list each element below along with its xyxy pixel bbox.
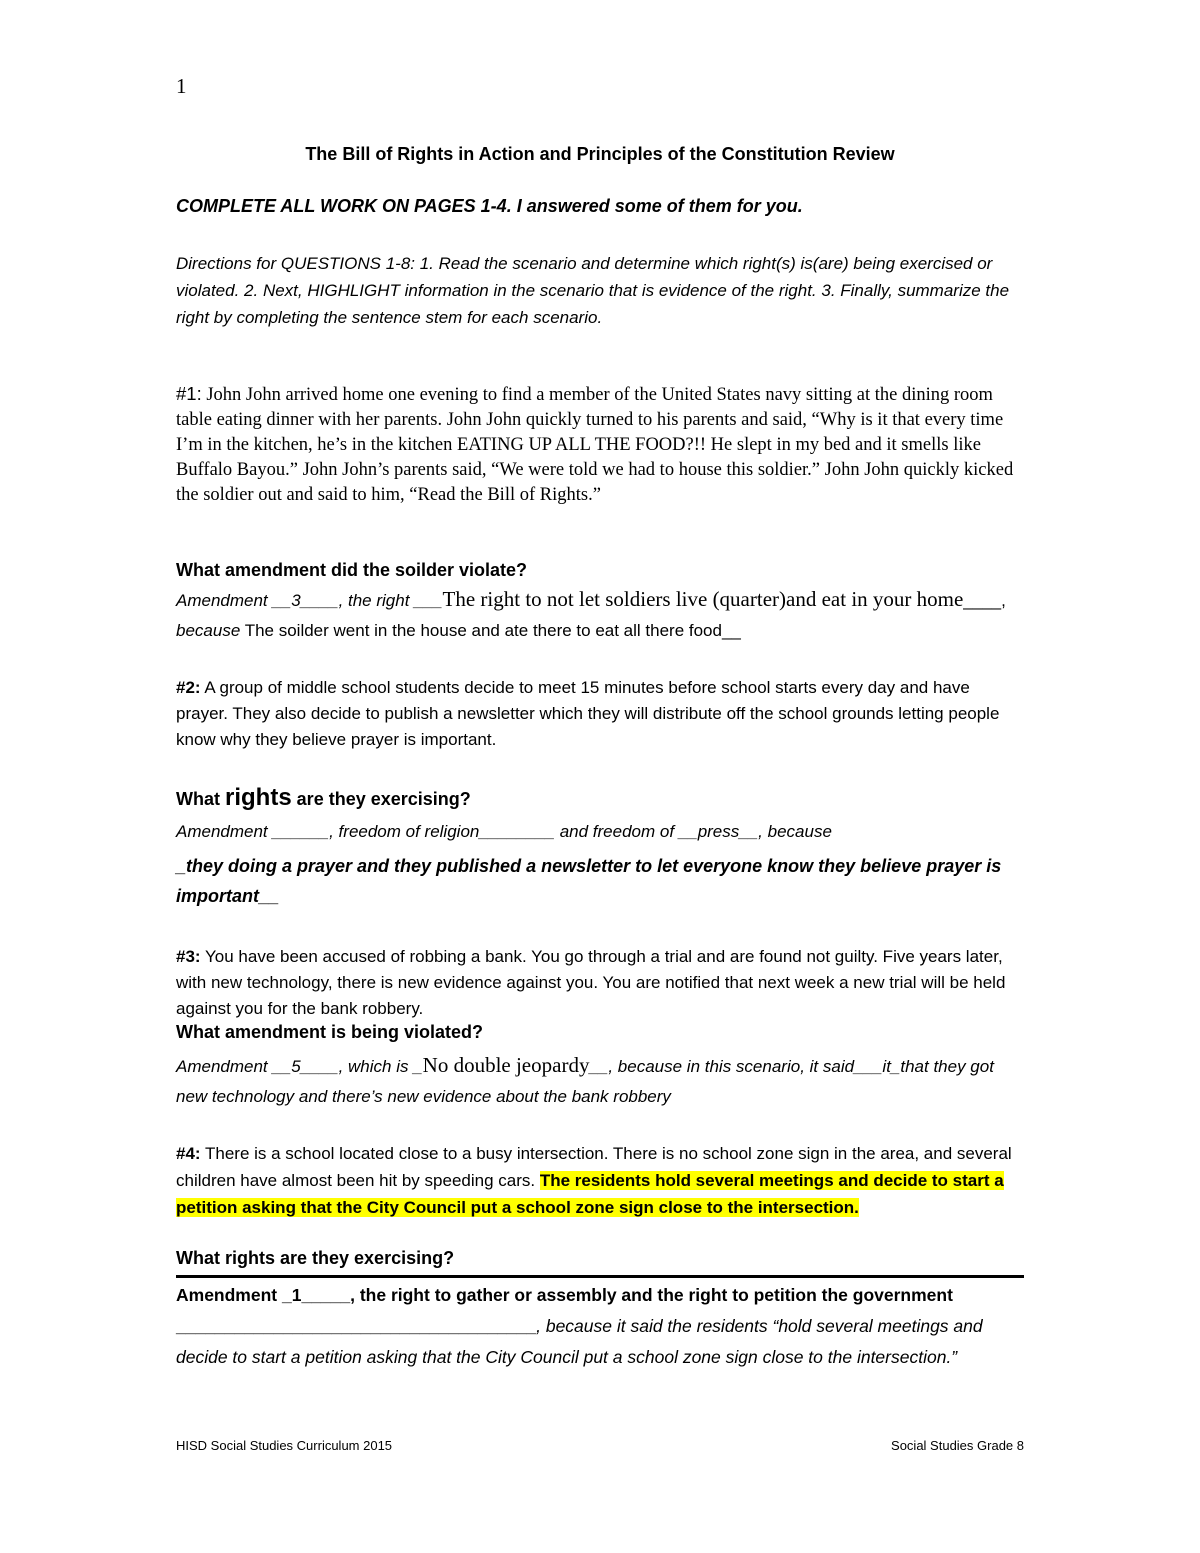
answer-4 <box>176 1280 1026 1373</box>
complete-note: COMPLETE ALL WORK ON PAGES 1-4. I answered some of them for you. <box>176 196 803 216</box>
scenario-2-text: A group of middle school students decide to meet 15 minutes before school starts every day and have prayer. They also decide to publish a newsletter which they will distribute off the school grounds letting people know why they believe prayer is important. <box>176 678 1000 749</box>
scenario-3-number: #3: <box>176 947 201 966</box>
question-2-post: are they exercising? <box>291 789 471 809</box>
question-2 <box>176 784 1026 812</box>
answer-3-right: No double jeopardy <box>422 1053 590 1077</box>
question-4: What rights are they exercising? <box>176 1248 455 1268</box>
answer-3-reason: __, because in this scenario, it said___it_that they got new technology and there’s new evidence about the bank robbery <box>176 1057 994 1106</box>
scenario-1 <box>176 381 1026 508</box>
page-title: The Bill of Rights in Action and Principles of the Constitution Review <box>305 144 895 164</box>
footer-left: HISD Social Studies Curriculum 2015 <box>176 1438 393 1453</box>
scenario-2-number: #2: <box>176 678 201 697</box>
divider-line <box>176 1275 1024 1278</box>
scenario-1-number: #1: <box>176 383 202 404</box>
scenario-3-text: You have been accused of robbing a bank. You go through a trial and are found not guilty. Five years later, with new technology, there is new evidence against you. You are notified that next week a new trial will be held against you for the bank robbery. <box>176 947 1006 1018</box>
scenario-4-text: There is a school located close to a busy intersection. There is no school zone sign in the area, and several children have almost been hit by speeding cars. <box>176 1144 1012 1190</box>
scenario-4-number: #4: <box>176 1144 201 1163</box>
answer-1 <box>176 584 1026 646</box>
footer-right: Social Studies Grade 8 <box>891 1438 1024 1453</box>
question-1: What amendment did the soilder violate? <box>176 560 528 580</box>
answer-4-reason: , because it said the residents “hold several meetings and decide to start a petition asking that the City Council put a school zone sign close to the intersection.” <box>176 1316 983 1367</box>
scenario-4-highlight: The residents hold several meetings and decide to start a petition asking that the City Council put a school zone sign close to the intersection. <box>176 1171 1004 1217</box>
answer-1-right: The right to not let soldiers live (quarter)and eat in your home <box>442 587 964 611</box>
scenario-3 <box>176 944 1026 1022</box>
answer-1-blank: ____, <box>963 591 1006 610</box>
question-2-rights: rights <box>225 784 292 811</box>
page-number: 1 <box>176 74 187 98</box>
answer-1-amendment: Amendment __3____, the right ___ <box>176 591 443 610</box>
scenario-4 <box>176 1140 1026 1221</box>
answer-1-because: because <box>176 621 241 640</box>
scenario-1-text: John John arrived home one evening to find a member of the United States navy sitting at the dining room table eating dinner with her parents. John John quickly turned to his parents and said, “Why is it that every time I’m in the kitchen, he’s in the kitchen EATING UP ALL THE FOOD?!! He slept in my bed and it smells like Buffalo Bayou.” John John’s parents said, “We were told we had to house this soldier.” John John quickly kicked the soldier out and said to him, “Read the Bill of Rights.” <box>176 385 1014 505</box>
directions: Directions for QUESTIONS 1-8: 1. Read the scenario and determine which right(s) is(are) being exercised or violated. 2. Next, HIGHLIGHT information in the scenario that is evidence of the right. 3. Finally, summarize the right by completing the sentence stem for each scenario. <box>176 254 1010 327</box>
question-2-pre: What <box>176 789 225 809</box>
answer-4-amendment: Amendment _1_____, the right to gather or assembly and the right to petition the government _____________________________________ <box>176 1285 953 1336</box>
question-3: What amendment is being violated? <box>176 1022 484 1042</box>
answer-2-reason: _they doing a prayer and they published a newsletter to let everyone know they believe prayer is important__ <box>176 856 1002 906</box>
answer-1-reason: The soilder went in the house and ate there to eat all there food__ <box>240 621 741 640</box>
answer-2-line: Amendment ______, freedom of religion________ and freedom of __press__, because <box>176 822 832 841</box>
answer-3 <box>176 1050 1026 1112</box>
answer-3-amendment: Amendment __5____, which is _ <box>176 1057 423 1076</box>
scenario-2 <box>176 675 1026 753</box>
